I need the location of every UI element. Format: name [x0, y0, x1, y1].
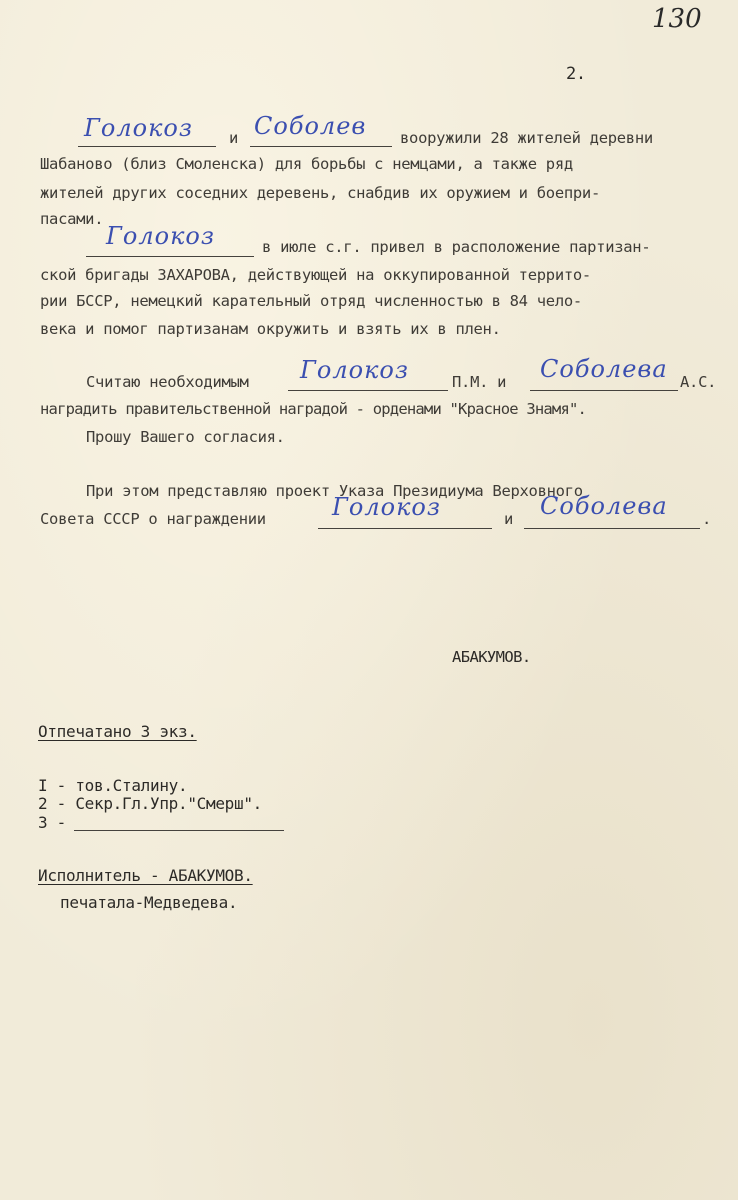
- para4-line2-start: Совета СССР о награждении: [40, 510, 266, 528]
- signature: АБАКУМОВ.: [452, 648, 531, 666]
- copies-title: Отпечатано 3 экз.: [38, 722, 197, 741]
- fill-line: [250, 146, 392, 147]
- page-number: 2.: [566, 64, 586, 84]
- para4-line1: При этом представляю проект Указа Президиума Верховного: [86, 482, 583, 500]
- copy-item-2: 2 - Секр.Гл.Упр."Смерш".: [38, 794, 262, 813]
- para3-line3: Прошу Вашего согласия.: [86, 428, 285, 446]
- para3-initials2: А.С.: [680, 373, 717, 391]
- fill-line: [524, 528, 700, 529]
- handwritten-name-golokoz: Голокоз: [332, 493, 441, 521]
- archive-page-number: 130: [652, 4, 702, 34]
- handwritten-name-golokoz: Голокоз: [300, 356, 409, 384]
- para1-line3: жителей других соседних деревень, снабдив их оружием и боепри-: [40, 184, 600, 202]
- para2-line2: ской бригады ЗАХАРОВА, действующей на оккупированной террито-: [40, 266, 591, 284]
- executor-line: Исполнитель - АБАКУМОВ.: [38, 866, 253, 885]
- para1-line4: пасами.: [40, 210, 104, 228]
- fill-line: [530, 390, 678, 391]
- para3-line2: наградить правительственной наградой - орденами "Красное Знамя".: [40, 400, 587, 418]
- fill-line: [86, 256, 254, 257]
- fill-line: [74, 830, 284, 831]
- para3-initials1: П.М. и: [452, 373, 507, 391]
- para2-line1-text: в июле с.г. привел в расположение партизан-: [262, 238, 651, 256]
- para4-conjunction: и: [504, 510, 514, 528]
- fill-line: [318, 528, 492, 529]
- copy-item-1: I - тов.Сталину.: [38, 776, 188, 795]
- handwritten-name-golokoz: Голокоз: [106, 222, 215, 250]
- handwritten-name-sobolev: Соболев: [254, 112, 367, 140]
- fill-line: [78, 146, 216, 147]
- para2-line3: рии БССР, немецкий карательный отряд численностью в 84 чело-: [40, 292, 582, 310]
- para1-conjunction: и: [229, 129, 239, 147]
- para1-line1-text: вооружили 28 жителей деревни: [400, 129, 653, 147]
- handwritten-name-soboleva: Соболева: [540, 492, 668, 520]
- fill-line: [288, 390, 448, 391]
- para1-line2: Шабаново (близ Смоленска) для борьбы с немцами, а также ряд: [40, 155, 573, 173]
- para4-end: .: [702, 510, 712, 528]
- para2-line4: века и помог партизанам окружить и взять их в плен.: [40, 320, 501, 338]
- para3-start: Считаю необходимым: [86, 373, 249, 391]
- handwritten-name-soboleva: Соболева: [540, 355, 668, 383]
- copy-item-3: 3 -: [38, 813, 66, 832]
- typist-line: печатала-Медведева.: [60, 893, 238, 912]
- handwritten-name-golokoz: Голокоз: [84, 114, 193, 142]
